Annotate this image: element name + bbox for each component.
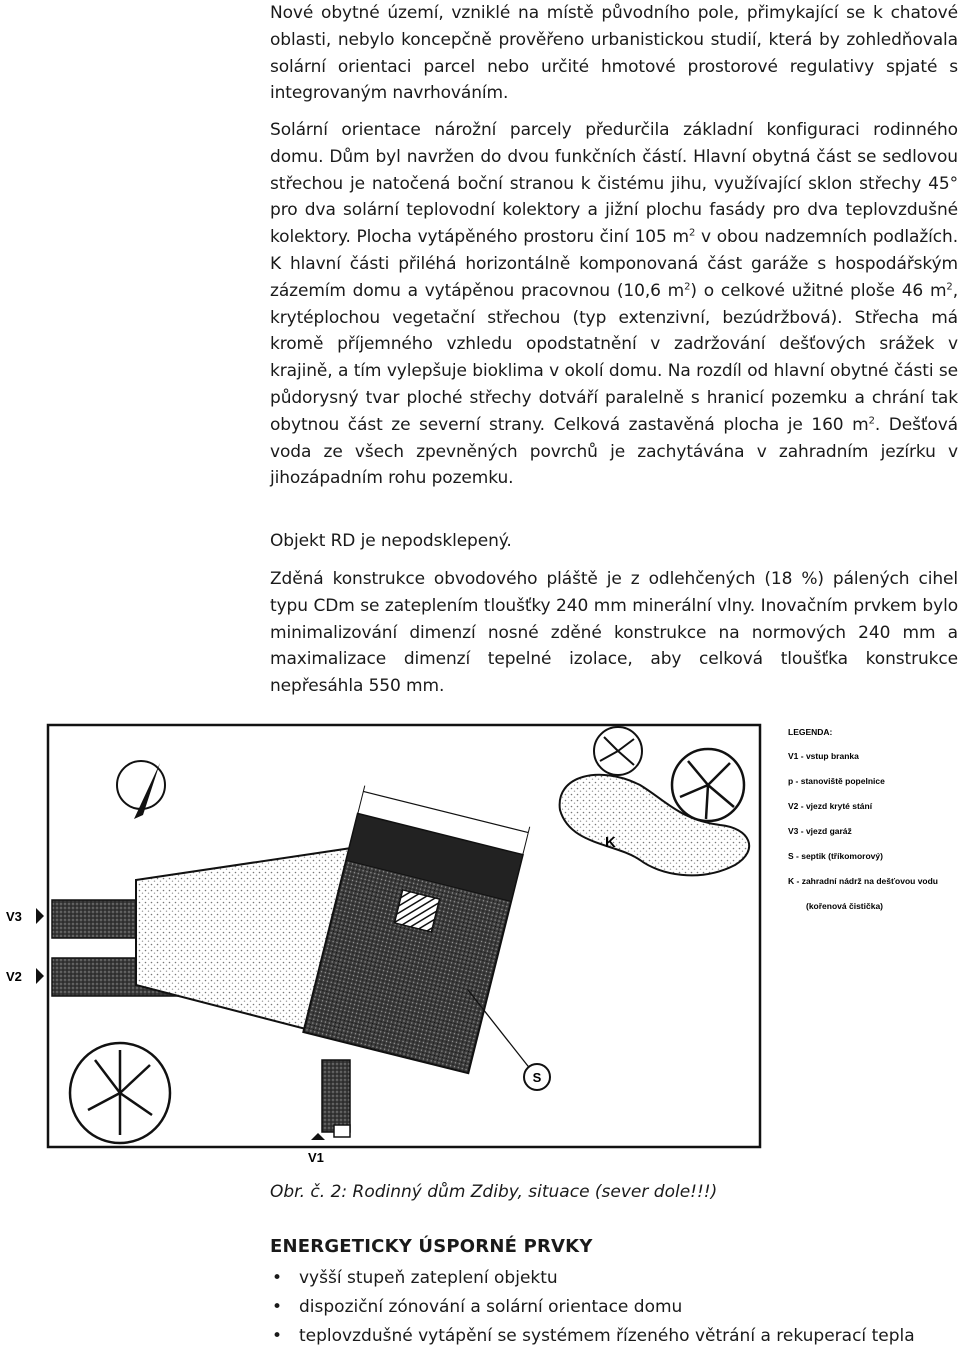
septic-label: S (532, 1070, 542, 1085)
site-plan-drawing (0, 715, 960, 1175)
list-item (270, 1264, 960, 1293)
list-item-text: teplovzdušné vytápění se systémem řízeného větrání a rekuperací tepla (299, 1326, 915, 1346)
text-run: ) o celkové užitné ploše 46 m (690, 280, 947, 301)
entry-v1-label: V1 (308, 1150, 324, 1165)
legend-item: V1 - vstup branka (788, 751, 859, 761)
legend-title: LEGENDA: (788, 727, 833, 737)
figure-caption: Obr. č. 2: Rodinný dům Zdiby, situace (sever dole!!!) (270, 1182, 718, 1202)
paragraph-house-design (270, 117, 958, 492)
bullet-icon: • (272, 1297, 283, 1317)
entry-path (322, 1060, 350, 1132)
text-run: v obou nadzemních podlažích. K hlavní části přiléhá horizontálně komponovaná část garáže s hospodářským zázemím domu a vytápěnou pracovnou (10,6 m (270, 227, 959, 301)
main-house (303, 786, 529, 1074)
bullet-icon: • (272, 1268, 283, 1288)
legend (788, 727, 938, 911)
legend-item: (kořenová čistička) (806, 901, 884, 911)
list-item-text: dispoziční zónování a solární orientace domu (299, 1297, 683, 1317)
paragraph-no-basement: Objekt RD je nepodsklepený. (270, 531, 512, 551)
text-run: Solární orientace nárožní parcely předurčila základní konfiguraci rodinného domu. Dům byl navržen do dvou funkčních částí. Hlavní obytná část se sedlovou střechou je natočená boční stranou k čistému jihu, využívající sklon střechy 45° pro dva solární teplovodní kolektory a jižní plochu fasády pro dva teplovzdušné kolektory. Plocha vytápěného prostoru činí 105 m (270, 120, 958, 248)
legend-item: p - stanoviště popelnice (788, 776, 885, 786)
bin-stand (334, 1125, 350, 1137)
list-item-text: vyšší stupeň zateplení objektu (299, 1268, 558, 1288)
pond-label: K (605, 834, 616, 851)
list-item (270, 1293, 960, 1322)
legend-item: V2 - vjezd kryté stání (788, 801, 873, 811)
section-heading: ENERGETICKY ÚSPORNÉ PRVKY (270, 1236, 593, 1257)
text-run: . Dešťová voda ze všech zpevněných povrchů je zachytávána v zahradním jezírku v jihozápadním rohu pozemku. (270, 414, 958, 489)
superscript: 2 (946, 281, 953, 293)
paragraph-site-context: Nové obytné území, vzniklé na místě původního pole, přimykající se k chatové oblasti, nebylo koncepčně prověřeno urbanistickou studií, která by zohledňovala solární orientaci parcel nebo určité hmotové prostorové regulativy spjaté s integrovaným navrhováním. (270, 3, 958, 104)
superscript: 2 (688, 227, 696, 239)
legend-item: S - septik (tříkomorový) (788, 851, 883, 861)
legend-item: K - zahradní nádrž na dešťovou vodu (788, 876, 939, 886)
paragraph-construction: Zděná konstrukce obvodového pláště je z odlehčených (18 %) pálených cihel typu CDm se zateplením tloušťky 240 mm minerální vlny. Inovačním prvkem bylo minimalizování dimenzí nosné zděné konstrukce na normových 240 mm a maximalizace dimenzí tepelné izolace, aby celková tloušťka konstrukce nepřesáhla 550 mm. (270, 569, 958, 697)
tree-icon (672, 749, 744, 821)
entry-v3-label: V3 (6, 909, 22, 924)
superscript: 2 (868, 415, 875, 427)
site-plan-figure (0, 715, 960, 1175)
tree-icon (70, 1043, 170, 1143)
energy-features-list (270, 1264, 960, 1351)
entry-v2-label: V2 (6, 969, 22, 984)
text-run: , krytéplochou vegetační střechou (typ extenzivní, bezúdržbová). Střecha má kromě příjemného vzhledu opodstatnění v zadržování dešťových srážek v krajině, a tím vylepšuje bioklima v okolí domu. Na rozdíl od hlavní obytné části se půdorysný tvar ploché střechy dotváří paralelně s hranicí pozemku a chrání tak obytnou část ze severní strany. Celková zastavěná plocha je 160 m (270, 280, 958, 435)
tree-icon (594, 727, 642, 775)
bullet-icon: • (272, 1326, 283, 1346)
north-arrow-icon (117, 761, 165, 819)
legend-item: V3 - vjezd garáž (788, 826, 852, 836)
list-item (270, 1322, 960, 1351)
superscript: 2 (684, 281, 691, 293)
